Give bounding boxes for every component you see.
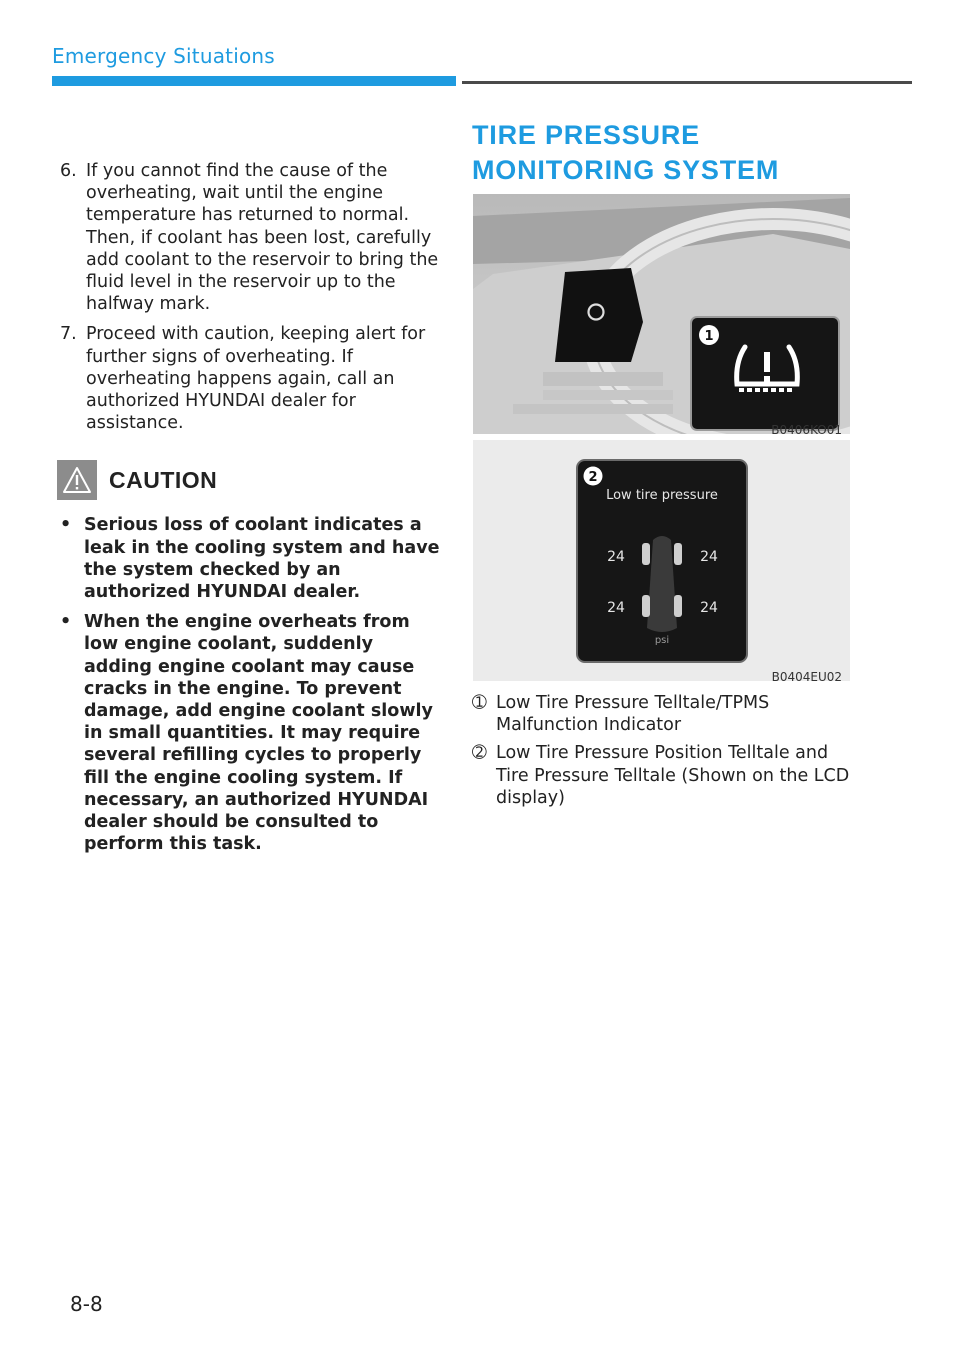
tire-pressure-rl: 24 xyxy=(607,600,625,616)
tire-pressure-fr: 24 xyxy=(700,549,718,565)
step-text: Proceed with caution, keeping alert for further signs of overheating. If overheating happens again, call an authorized HYUNDAI dealer for assistance. xyxy=(86,324,426,434)
tire-pressure-rr: 24 xyxy=(700,600,718,616)
caution-item xyxy=(60,611,440,855)
step-number: 6. xyxy=(60,161,77,181)
legend-marker: ➁ xyxy=(472,743,487,764)
bullet-icon: • xyxy=(60,612,72,633)
caution-text: When the engine overheats from low engine coolant, suddenly adding engine coolant may cause cracks in the engine. To prevent damage, add engine coolant slowly in small quantities. It may require several refilling cycles to properly fill the engine cooling system. If necessary, an authorized HYUNDAI dealer should be consulted to perform this task. xyxy=(84,612,433,855)
header-rule xyxy=(462,81,912,84)
legend-text: Low Tire Pressure Telltale/TPMS Malfunction Indicator xyxy=(496,693,770,736)
step-text: If you cannot find the cause of the overheating, wait until the engine temperature has returned to normal. Then, if coolant has been lost, carefully add coolant to the reservoir to bring the fluid level in the reservoir up to the halfway mark. xyxy=(86,161,439,315)
tpms-title: TIRE PRESSURE MONITORING SYSTEM xyxy=(472,120,780,185)
left-column xyxy=(60,160,440,863)
legend-text: Low Tire Pressure Position Telltale and Tire Pressure Telltale (Shown on the LCD display) xyxy=(496,743,850,808)
step-6 xyxy=(60,160,440,315)
tire-pressure-fl: 24 xyxy=(607,549,625,565)
header-accent-bar xyxy=(52,76,456,86)
page-number: 8-8 xyxy=(70,1292,103,1316)
bullet-icon: • xyxy=(60,515,72,536)
legend-item xyxy=(472,692,862,736)
step-7 xyxy=(60,323,440,434)
image-code: B0404EU02 xyxy=(771,670,842,684)
lcd-display-illustration xyxy=(473,440,850,681)
caution-header xyxy=(57,460,440,500)
legend-item xyxy=(472,742,862,809)
caution-label: CAUTION xyxy=(109,466,218,493)
callout-2-label: 2 xyxy=(588,470,598,485)
dashboard-illustration xyxy=(473,194,850,434)
warning-triangle-icon xyxy=(57,460,97,500)
image-code: B0406KO01 xyxy=(771,423,842,437)
callout-1-label: 1 xyxy=(704,329,714,344)
caution-text: Serious loss of coolant indicates a leak in the cooling system and have the system checked by an authorized HYUNDAI dealer. xyxy=(84,515,440,603)
figure-legend xyxy=(472,692,862,815)
legend-marker: ➀ xyxy=(472,693,487,713)
pressure-unit: psi xyxy=(654,635,670,646)
section-title: Emergency Situations xyxy=(52,44,275,68)
caution-list xyxy=(60,514,440,855)
lcd-screen-title: Low tire pressure xyxy=(606,488,718,503)
caution-item xyxy=(60,514,440,603)
step-number: 7. xyxy=(60,324,77,345)
